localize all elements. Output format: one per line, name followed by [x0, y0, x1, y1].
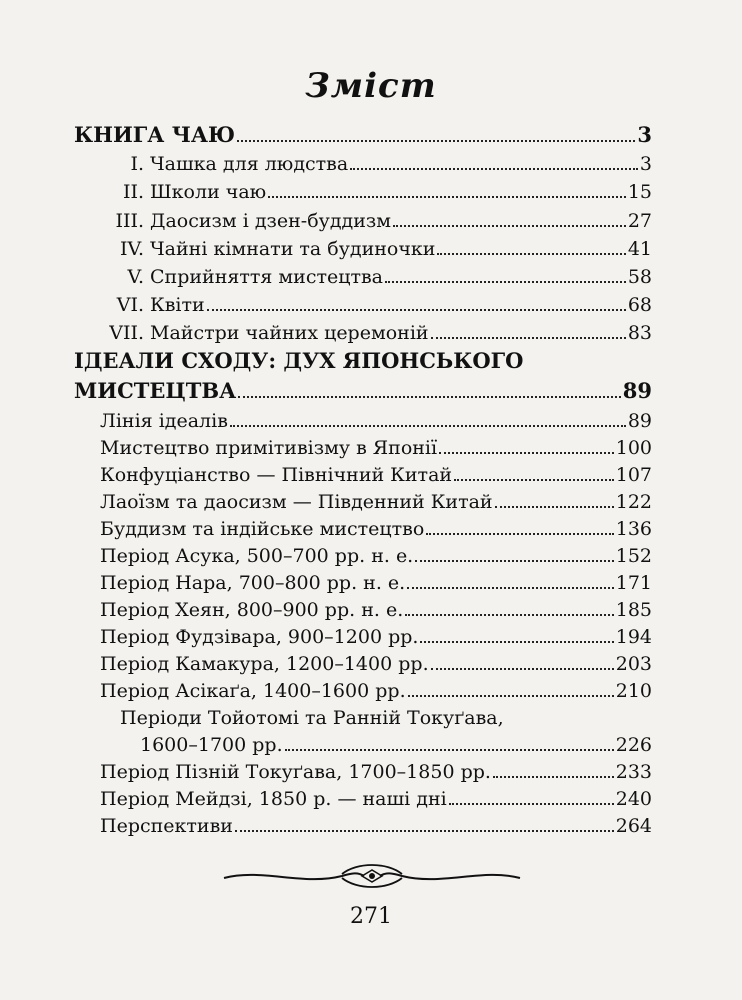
- chapter-label-line-1: Періоди Тойотомі та Ранній Токуґава,: [120, 707, 504, 729]
- page-ref: 107: [615, 464, 652, 486]
- dot-leader: [207, 309, 626, 311]
- toc-chapter[interactable]: [74, 491, 652, 519]
- dot-leader: [454, 479, 614, 481]
- toc-chapter[interactable]: [74, 599, 652, 627]
- dot-leader: [385, 281, 626, 283]
- page-ref: 3: [639, 153, 652, 175]
- page-ref: 58: [627, 266, 652, 288]
- section-label-line-1: ІДЕАЛИ СХОДУ: ДУХ ЯПОНСЬКОГО: [74, 348, 524, 373]
- toc-chapter[interactable]: [74, 815, 652, 843]
- chapter-label: Лаоїзм та даосизм — Південний Китай: [100, 491, 493, 513]
- chapter-label: Період Асука, 500–700 рр. н. е.: [100, 545, 414, 567]
- dot-leader: [426, 533, 613, 535]
- chapter-label: Лінія ідеалів: [100, 410, 228, 432]
- chapter-label: Мистецтво примітивізму в Японії: [100, 437, 438, 459]
- toc-chapter[interactable]: [74, 238, 652, 266]
- chapter-numeral: III.: [115, 210, 144, 232]
- chapter-label: Період Асікаґа, 1400–1600 рр.: [100, 680, 406, 702]
- dot-leader: [285, 749, 614, 751]
- chapter-label: Сприйняття мистецтва: [150, 266, 383, 288]
- dot-leader: [415, 560, 614, 562]
- chapter-label-line-2: 1600–1700 рр.: [140, 734, 283, 756]
- chapter-label: Конфуціанство — Північний Китай: [100, 464, 453, 486]
- chapter-label: Період Камакура, 1200–1400 рр.: [100, 653, 429, 675]
- chapter-label: Період Хеян, 800–900 рр. н. е.: [100, 599, 404, 621]
- toc-chapter[interactable]: [74, 181, 652, 209]
- chapter-label: Перспективи: [100, 815, 233, 837]
- dot-leader: [437, 253, 625, 255]
- chapter-label: Майстри чайних церемоній: [150, 322, 429, 344]
- page-ref: 171: [615, 572, 652, 594]
- page-ref: 264: [615, 815, 652, 837]
- toc-chapter[interactable]: [74, 545, 652, 573]
- toc-chapter[interactable]: [74, 153, 652, 181]
- page-ref: 210: [615, 680, 652, 702]
- dot-leader: [230, 425, 626, 427]
- chapter-label: Квіти: [150, 294, 205, 316]
- dot-leader: [493, 776, 614, 778]
- page-ref: 89: [622, 378, 652, 403]
- dot-leader: [431, 668, 614, 670]
- chapter-numeral: VII.: [109, 322, 144, 344]
- page-ref: 185: [615, 599, 652, 621]
- ornament-divider-icon: [222, 864, 522, 890]
- chapter-label: Період Мейдзі, 1850 р. — наші дні: [100, 788, 447, 810]
- chapter-label: Період Нара, 700–800 рр. н. е.: [100, 572, 406, 594]
- dot-leader: [431, 337, 626, 339]
- page-title: Зміст: [305, 66, 437, 106]
- page-ref: 240: [615, 788, 652, 810]
- dot-leader: [407, 587, 614, 589]
- toc-chapter[interactable]: [74, 518, 652, 546]
- toc-section-book-of-tea[interactable]: [74, 122, 652, 150]
- page-ref: 152: [615, 545, 652, 567]
- chapter-numeral: IV.: [120, 238, 144, 260]
- dot-leader: [449, 803, 614, 805]
- chapter-numeral: V.: [127, 266, 144, 288]
- toc-chapter[interactable]: [74, 788, 652, 816]
- toc-chapter[interactable]: [74, 294, 652, 322]
- dot-leader: [238, 396, 621, 398]
- dot-leader: [405, 614, 614, 616]
- page-ref: 122: [615, 491, 652, 513]
- toc-chapter[interactable]: [74, 210, 652, 238]
- dot-leader: [235, 830, 614, 832]
- chapter-numeral: II.: [122, 181, 144, 203]
- toc-chapter[interactable]: [74, 572, 652, 600]
- chapter-numeral: VI.: [116, 294, 144, 316]
- chapter-label: Даосизм і дзен-буддизм: [150, 210, 392, 232]
- page-ref: 15: [627, 181, 652, 203]
- toc-chapter[interactable]: [74, 680, 652, 708]
- chapter-label: Буддизм та індійське мистецтво: [100, 518, 425, 540]
- toc-chapter[interactable]: [74, 322, 652, 350]
- toc-section-ideals-of-east[interactable]: [74, 348, 652, 408]
- chapter-label: Школи чаю: [150, 181, 267, 203]
- toc-chapter[interactable]: [74, 707, 652, 761]
- dot-leader: [439, 452, 614, 454]
- page-ref: 27: [627, 210, 652, 232]
- dot-leader: [408, 695, 614, 697]
- page-ref: 194: [615, 626, 652, 648]
- dot-leader: [495, 506, 614, 508]
- page-ref: 41: [627, 238, 652, 260]
- page-ref: 100: [615, 437, 652, 459]
- section-label-line-2: МИСТЕЦТВА: [74, 378, 237, 403]
- toc-chapter[interactable]: [74, 761, 652, 789]
- page-ref: 83: [627, 322, 652, 344]
- chapter-numeral: I.: [130, 153, 144, 175]
- dot-leader: [237, 140, 635, 142]
- toc-chapter[interactable]: [74, 410, 652, 438]
- page-number: 271: [350, 904, 392, 929]
- chapter-label: Чашка для людства: [150, 153, 349, 175]
- page-ref: 3: [637, 122, 652, 147]
- toc-chapter[interactable]: [74, 437, 652, 465]
- chapter-label: Період Фудзівара, 900–1200 рр.: [100, 626, 419, 648]
- dot-leader: [420, 641, 613, 643]
- section-label: КНИГА ЧАЮ: [74, 122, 236, 147]
- page-ref: 203: [615, 653, 652, 675]
- page-ref: 89: [627, 410, 652, 432]
- toc-chapter[interactable]: [74, 653, 652, 681]
- page-ref: 68: [627, 294, 652, 316]
- chapter-label: Період Пізній Токуґава, 1700–1850 рр.: [100, 761, 491, 783]
- page-ref: 233: [615, 761, 652, 783]
- toc-chapter[interactable]: [74, 626, 652, 654]
- toc-chapter[interactable]: [74, 266, 652, 294]
- dot-leader: [268, 196, 626, 198]
- chapter-label: Чайні кімнати та будиночки: [150, 238, 436, 260]
- dot-leader: [393, 225, 626, 227]
- toc-chapter[interactable]: [74, 464, 652, 492]
- page-ref: 136: [615, 518, 652, 540]
- dot-leader: [350, 168, 638, 170]
- page-ref: 226: [615, 734, 652, 756]
